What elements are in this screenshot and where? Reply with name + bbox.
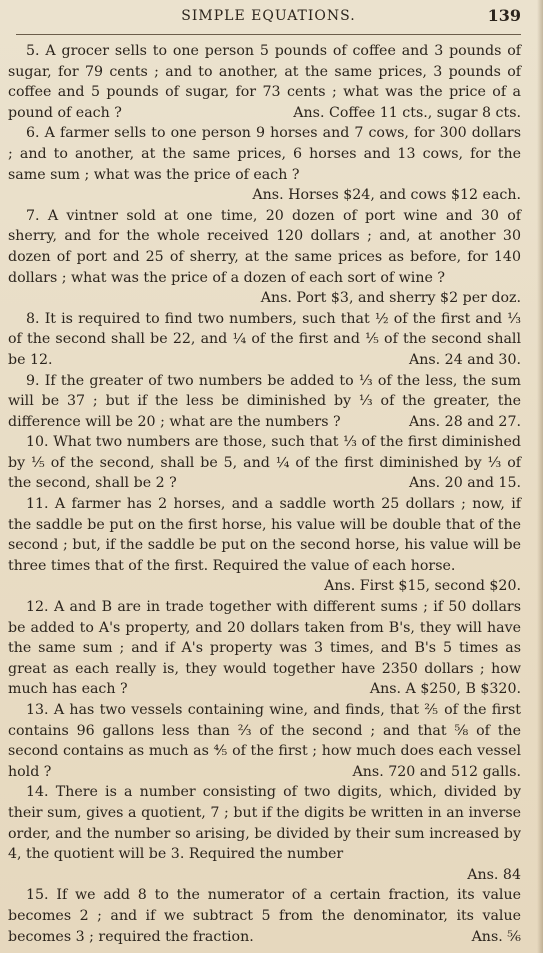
- problem-statement: If the greater of two numbers be added to ⅓ of the less, the sum will be 37 ; but if the less be diminished by ⅓ of the greater, the difference will be 20 ; what are the numbers ?: [8, 372, 521, 430]
- problem-answer: Ans. A $250, B $320.: [369, 681, 521, 698]
- problem-number: 8.: [26, 310, 40, 327]
- problem-text-block: [8, 41, 521, 123]
- problem-answer: Ans. 28 and 27.: [409, 413, 521, 430]
- problem-statement: A vintner sold at one time, 20 dozen of port wine and 30 of sherry, and for the whole received 120 dollars ; and, at another 30 dozen of port and 25 of sherry, at the same prices as before, for 140 dollars ; what was the price of a dozen of each sort of wine ?: [8, 207, 521, 286]
- problem-number: 9.: [26, 372, 40, 389]
- problem-item: [8, 41, 521, 123]
- running-header: [16, 0, 521, 35]
- problem-number: 11.: [26, 496, 49, 513]
- problem-item: [8, 700, 521, 782]
- problem-number: 5.: [26, 43, 40, 59]
- problem-item: [8, 597, 521, 700]
- problem-item: [8, 494, 521, 597]
- problem-answer: Ans. 720 and 512 galls.: [352, 763, 521, 780]
- problem-answer: Ans. 20 and 15.: [409, 475, 521, 492]
- problem-text-block: [8, 309, 521, 371]
- problem-text-block: [8, 123, 521, 185]
- problem-answer: Ans. ⁵⁄₆: [471, 928, 521, 945]
- problem-text-block: [8, 494, 521, 595]
- problem-text-block: [8, 597, 521, 700]
- problem-answer: Ans. 24 and 30.: [409, 351, 521, 368]
- problem-number: 14.: [26, 784, 49, 801]
- problem-number: 13.: [26, 702, 49, 718]
- problem-item: [8, 371, 521, 433]
- problem-number: 15.: [26, 887, 49, 904]
- problem-text-block: [8, 371, 521, 433]
- problem-number: 10.: [26, 434, 49, 451]
- problem-item: [8, 206, 521, 309]
- problem-item: [8, 432, 521, 494]
- problem-item: [8, 309, 521, 371]
- problem-answer: Ans. First $15, second $20.: [324, 578, 521, 595]
- problem-answer: Ans. Coffee 11 cts., sugar 8 cts.: [293, 104, 521, 121]
- problem-text-block: [8, 885, 521, 947]
- problem-statement: It is required to find two numbers, such that ½ of the first and ⅓ of the second shall be 22, and ¼ of the first and ⅕ of the second shall be 12.: [8, 310, 521, 368]
- problem-item: [8, 885, 521, 947]
- problem-list: [8, 41, 521, 947]
- problem-text-block: [8, 700, 521, 782]
- problem-answer: Ans. 84: [467, 866, 521, 883]
- problem-statement: A farmer has 2 horses, and a saddle worth 25 dollars ; now, if the saddle be put on the first horse, his value will be double that of the second ; but, if the saddle be put on the second horse, his value will be three times that of the first. Required the value of each horse.: [8, 496, 521, 574]
- problem-number: 6.: [26, 125, 40, 142]
- problem-statement: If we add 8 to the numerator of a certain fraction, its value becomes 2 ; and if we subtract 5 from the denominator, its value becomes 3 ; required the fraction.: [8, 887, 522, 945]
- problem-text-block: [8, 782, 521, 864]
- problem-answer: Ans. Horses $24, and cows $12 each.: [252, 187, 521, 204]
- page-number: 139: [487, 6, 521, 25]
- problem-item: [8, 782, 521, 885]
- problem-text-block: [8, 432, 521, 494]
- problem-answer: Ans. Port $3, and sherry $2 per doz.: [260, 290, 521, 307]
- problem-item: [8, 123, 521, 205]
- problem-statement: A farmer sells to one person 9 horses and 7 cows, for 300 dollars ; and to another, at the same prices, 6 horses and 13 cows, for the same sum ; what was the price of each ?: [8, 125, 521, 183]
- problem-text-block: [8, 206, 521, 288]
- problem-statement: A grocer sells to one person 5 pounds of coffee and 3 pounds of sugar, for 79 cents ; and to another, at the same prices, 3 pounds of coffee and 5 pounds of sugar, for 73 cents ; what was the price of a pound of each ?: [8, 43, 522, 121]
- problem-number: 12.: [26, 599, 49, 616]
- problem-number: 7.: [26, 207, 40, 224]
- problem-statement: A has two vessels containing wine, and finds, that ⅖ of the first contains 96 gallons less than ⅔ of the second ; and that ⅝ of the second contains as much as ⅘ of the first ; how much does each vessel hold ?: [8, 702, 521, 780]
- page-title: SIMPLE EQUATIONS.: [181, 8, 356, 24]
- problem-statement: There is a number consisting of two digits, which, divided by their sum, gives a quotient, 7 ; but if the digits be written in an inverse order, and the number so arising, be divided by their sum increased by 4, the quotient will be 3. Required the number: [8, 784, 521, 863]
- problem-statement: What two numbers are those, such that ⅓ of the first diminished by ⅕ of the second, shall be 5, and ¼ of the first diminished by ⅓ of the second, shall be 2 ?: [8, 434, 521, 492]
- problem-statement: A and B are in trade together with different sums ; if 50 dollars be added to A's property, and 20 dollars taken from B's, they will have the same sum ; and if A's property was 3 times, and B's 5 times as great as each really is, they would together have 2350 dollars ; how much has each ?: [8, 599, 521, 698]
